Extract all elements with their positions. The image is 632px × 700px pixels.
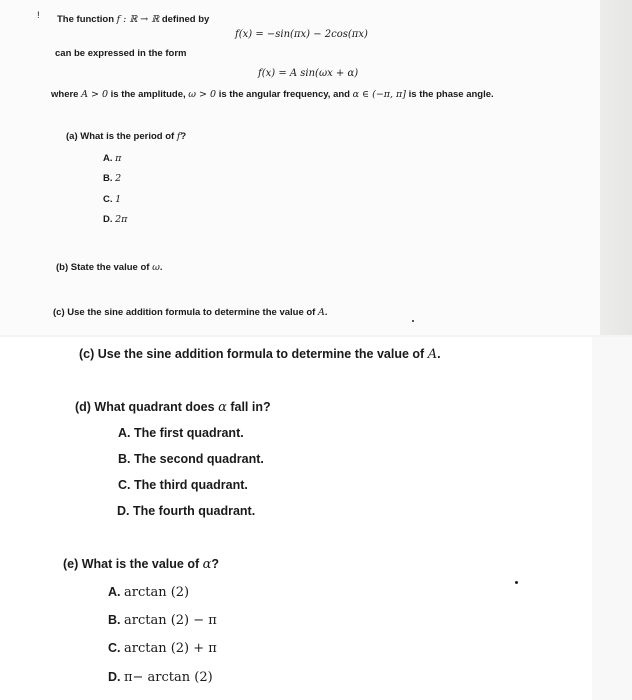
option-letter: B. bbox=[108, 613, 121, 627]
option-letter: C. bbox=[103, 194, 113, 205]
part-b-text: (b) State the value of bbox=[56, 262, 150, 273]
option-value: arctan (2) − π bbox=[123, 613, 217, 628]
part-a-text: (a) What is the period of bbox=[66, 131, 175, 142]
intro-line bbox=[57, 14, 209, 25]
where-part-2: is the amplitude, bbox=[110, 89, 186, 100]
intro-mapping: f : ℝ → ℝ bbox=[116, 14, 160, 25]
where-part-4: is the phase angle. bbox=[408, 89, 494, 100]
option-letter: A. bbox=[103, 153, 113, 164]
part-d-end: fall in? bbox=[230, 400, 271, 414]
intro-lead: The function bbox=[57, 14, 114, 25]
part-e-end: ? bbox=[211, 557, 220, 571]
part-c-end: . bbox=[324, 307, 328, 318]
option-value: 2π bbox=[115, 214, 128, 225]
option-value: arctan (2) + π bbox=[123, 641, 217, 656]
function-definition: f(x) = −sin(πx) − 2cos(πx) bbox=[235, 29, 368, 40]
part-c-symbol: A bbox=[318, 307, 325, 318]
part-a-option-c bbox=[103, 194, 121, 205]
part-d-symbol: α bbox=[218, 400, 227, 415]
part-e-option-c bbox=[108, 641, 217, 656]
stray-dot bbox=[515, 581, 518, 584]
part-b-symbol: ω bbox=[152, 262, 160, 273]
option-value: 1 bbox=[115, 194, 122, 205]
part-c-text: (c) Use the sine addition formula to determine the value of bbox=[53, 307, 316, 318]
page-edge-margin bbox=[592, 337, 632, 700]
option-value: arctan (2) bbox=[123, 585, 190, 600]
where-part-1: where bbox=[51, 89, 79, 100]
part-e-text: (e) What is the value of bbox=[63, 557, 200, 571]
option-letter: C. bbox=[108, 641, 121, 655]
option-value: 2 bbox=[115, 173, 122, 184]
option-letter: D. bbox=[108, 670, 121, 684]
part-a-option-d bbox=[103, 214, 127, 225]
part-b-question bbox=[56, 262, 162, 273]
part-c-end: . bbox=[437, 347, 441, 361]
option-value: π− arctan (2) bbox=[123, 670, 213, 685]
part-e-option-a bbox=[108, 585, 189, 600]
part-c-text: (c) Use the sine addition formula to determine the value of bbox=[79, 347, 425, 361]
part-e-question bbox=[63, 557, 219, 572]
part-d-option-b: B. The second quadrant. bbox=[118, 452, 264, 466]
phase-condition: α ∈ (−π, π] bbox=[352, 89, 407, 100]
expressed-text: can be expressed in the form bbox=[55, 48, 187, 59]
part-e-symbol: α bbox=[202, 557, 212, 572]
part-c-question-small bbox=[53, 307, 328, 318]
part-c-symbol: A bbox=[427, 347, 438, 362]
part-a-end: ? bbox=[180, 131, 187, 142]
part-d-option-a: A. The first quadrant. bbox=[118, 426, 244, 440]
part-d-option-d: D. The fourth quadrant. bbox=[117, 504, 256, 518]
exclamation-marker: ! bbox=[37, 10, 40, 21]
part-e-option-d bbox=[108, 670, 213, 685]
part-d-question bbox=[75, 400, 271, 415]
part-e-option-b bbox=[108, 613, 217, 628]
part-a-option-b bbox=[103, 173, 121, 184]
part-a-option-a bbox=[103, 153, 121, 164]
stray-dot bbox=[412, 320, 414, 322]
option-letter: D. bbox=[103, 214, 113, 225]
intro-tail: defined by bbox=[161, 14, 210, 25]
amplitude-condition: A > 0 bbox=[81, 89, 109, 100]
frequency-condition: ω > 0 bbox=[188, 89, 217, 100]
option-value: π bbox=[115, 153, 122, 164]
part-c-question-large bbox=[79, 347, 441, 362]
lower-page-region bbox=[0, 337, 592, 700]
part-a-question bbox=[66, 131, 186, 142]
option-letter: A. bbox=[108, 585, 121, 599]
where-line bbox=[51, 89, 494, 100]
where-part-3: is the angular frequency, and bbox=[218, 89, 350, 100]
page-edge-shadow bbox=[600, 0, 632, 335]
general-form: f(x) = A sin(ωx + α) bbox=[258, 68, 359, 79]
part-d-option-c: C. The third quadrant. bbox=[118, 478, 248, 492]
part-d-text: (d) What quadrant does bbox=[75, 400, 215, 414]
option-letter: B. bbox=[103, 173, 113, 184]
part-b-end: . bbox=[159, 262, 163, 273]
part-a-symbol: f bbox=[176, 131, 181, 142]
